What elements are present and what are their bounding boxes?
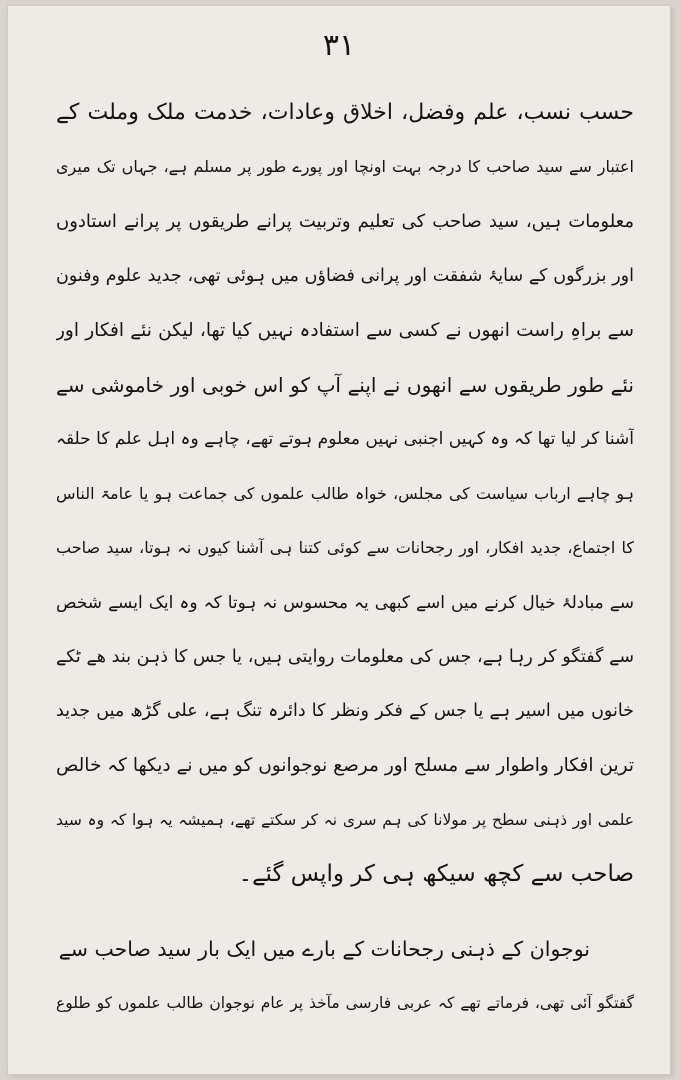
text-line: خانوں میں اسیر ہے یا جس کے فکر ونظر کا دائرہ تنگ ہے، علی گڑھ میں جدید: [56, 701, 634, 722]
text-line: سے گفتگو کر رہا ہے، جس کی معلومات روایتی ہیں، یا جس کا ذہن بند ھے ٹکے: [56, 646, 634, 667]
text-line: معلومات ہیں، سید صاحب کی تعلیم وتربیت پرانے طریقوں پر پرانے استادوں: [56, 210, 634, 232]
paragraph-2: [56, 922, 634, 1031]
text-line: اور بزرگوں کے سایۂ شفقت اور پرانی فضاؤں میں ہوئی تھی، جدید علوم وفنون: [56, 266, 634, 287]
text-line: سے براہِ راست انھوں نے کسی سے استفادہ نہیں کیا تھا، لیکن نئے افکار اور: [56, 319, 634, 341]
text-line: صاحب سے کچھ سیکھ ہی کر واپس گئے۔: [238, 861, 634, 888]
text-line: ترین افکار واطوار سے مسلح اور مرصع نوجوانوں کو میں نے دیکھا کہ خالص: [56, 754, 634, 776]
text-line: حسب نسب، علم وفضل، اخلاق وعادات، خدمت ملک وملت کے: [56, 100, 634, 125]
text-line: نوجوان کے ذہنی رجحانات کے بارے میں ایک بار سید صاحب سے: [58, 936, 590, 961]
text-line: ہو چاہے ارباب سیاست کی مجلس، خواہ طالب علموں کی جماعت ہو یا عامۃ الناس: [56, 483, 634, 503]
text-line: گفتگو آئی تھی، فرماتے تھے کہ عربی فارسی مآخذ پر عام نوجوان طالب علموں کو طلوع: [56, 994, 634, 1013]
text-line: کا اجتماع، جدید افکار، اور رجحانات سے کوئی کتنا ہی آشنا کیوں نہ ہوتا، سید صاحب: [56, 538, 634, 558]
text-line: آشنا کر لیا تھا کہ وہ کہیں اجنبی نہیں معلوم ہوتے تھے، چاہے وہ اہل علم کا حلقہ: [56, 429, 634, 450]
text-line: سے مبادلۂ خیال کرنے میں اسے کبھی یہ محسوس نہ ہوتا کہ وہ ایک ایسے شخص: [56, 592, 634, 613]
text-line: نئے طور طریقوں سے انھوں نے اپنے آپ کو اس خوبی اور خاموشی سے: [56, 372, 634, 397]
book-page: [8, 6, 670, 1074]
page-body: [56, 86, 634, 1031]
text-line: علمی اور ذہنی سطح پر مولانا کی ہم سری نہ کر سکتے تھے، ہمیشہ یہ ہوا کہ وہ سید: [56, 811, 634, 830]
text-line: اعتبار سے سید صاحب کا درجہ بہت اونچا اور پورے طور پر مسلم ہے، جہاں تک میری: [56, 157, 634, 177]
page-number: ۳۱: [322, 28, 356, 63]
paragraph-1: [56, 86, 634, 902]
